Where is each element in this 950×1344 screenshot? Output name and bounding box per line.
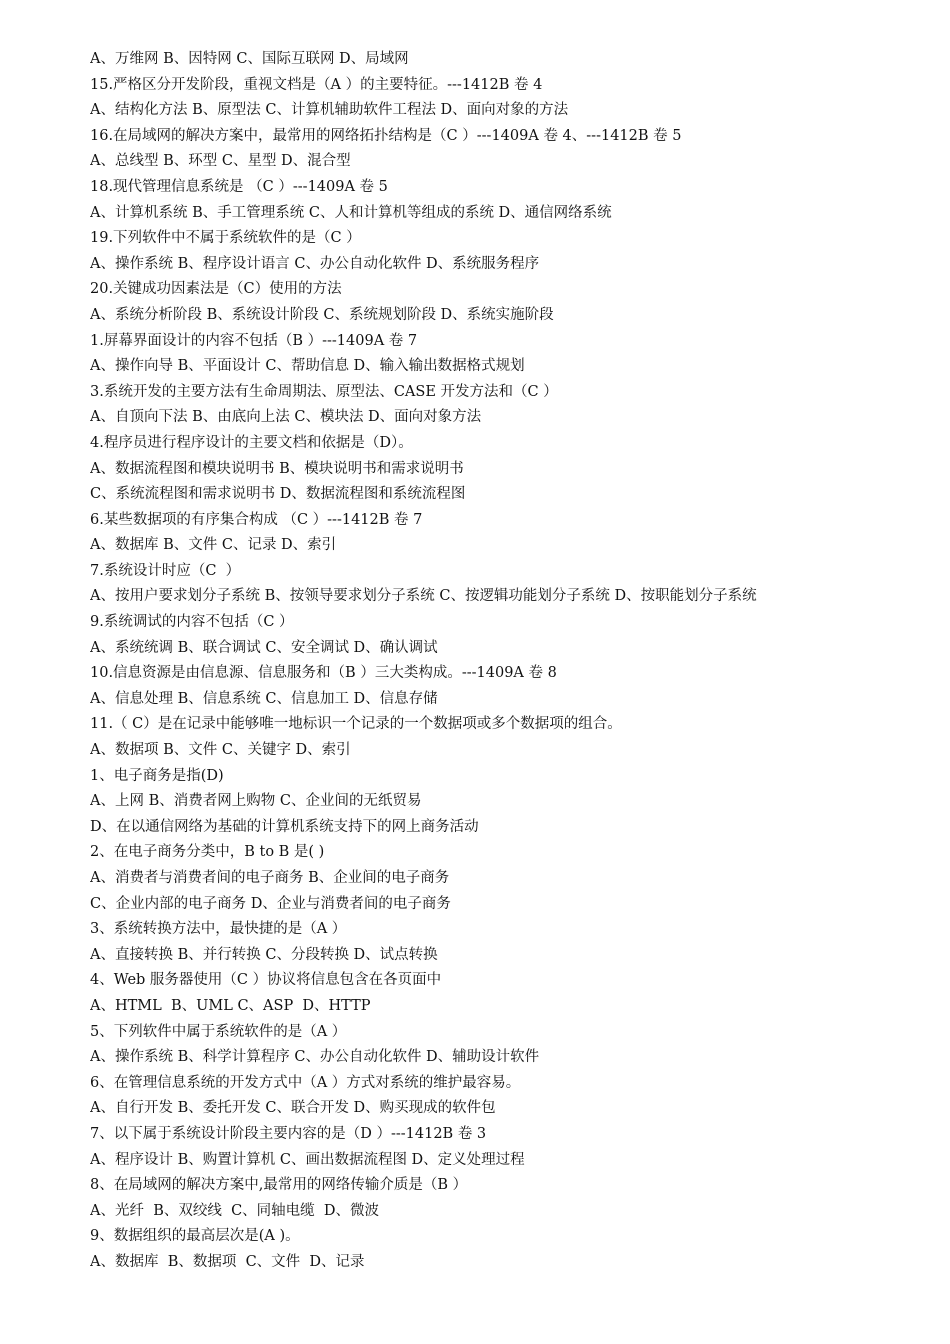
options-line: A、自顶向下法 B、由底向上法 C、模块法 D、面向对象方法 [90,409,482,426]
options-line: A、数据库 B、数据项 C、文件 D、记录 [90,1253,365,1270]
question-line: 8、在局域网的解决方案中,最常用的网络传输介质是（B ） [90,1177,468,1194]
question-line: 9.系统调试的内容不包括（C ） [90,614,294,631]
options-line: C、系统流程图和需求说明书 D、数据流程图和系统流程图 [90,486,466,503]
question-line: 15.严格区分开发阶段，重视文档是（A ）的主要特征。---1412B 卷 4 [90,76,543,93]
question-line: 19.下列软件中不属于系统软件的是（C ） [90,230,361,247]
question-line: 7.系统设计时应（C ） [90,562,241,579]
options-line: A、数据流程图和模块说明书 B、模块说明书和需求说明书 [90,460,464,477]
options-line: A、操作系统 B、科学计算程序 C、办公自动化软件 D、辅助设计软件 [90,1049,540,1066]
options-line: C、企业内部的电子商务 D、企业与消费者间的电子商务 [90,895,451,912]
text-line: A、万维网 B、因特网 C、国际互联网 D、局域网 [90,51,409,67]
options-line: A、HTML B、UML C、ASP D、HTTP [90,997,371,1014]
question-line: 7、以下属于系统设计阶段主要内容的是（D ）---1412B 卷 3 [90,1125,487,1142]
options-line: A、数据项 B、文件 C、关键字 D、索引 [90,742,351,759]
question-line: 4.程序员进行程序设计的主要文档和依据是（D）。 [90,434,413,451]
options-line: A、操作向导 B、平面设计 C、帮助信息 D、输入输出数据格式规划 [90,358,525,375]
options-line: D、在以通信网络为基础的计算机系统支持下的网上商务活动 [90,818,479,835]
options-line: A、操作系统 B、程序设计语言 C、办公自动化软件 D、系统服务程序 [90,255,540,272]
question-line: 2、在电子商务分类中，B to B 是( ) [90,844,325,861]
question-line: 1、电子商务是指(D) [90,767,224,784]
options-line: A、直接转换 B、并行转换 C、分段转换 D、试点转换 [90,946,438,963]
options-line: A、数据库 B、文件 C、记录 D、索引 [90,537,337,554]
options-line: A、结构化方法 B、原型法 C、计算机辅助软件工程法 D、面向对象的方法 [90,102,569,119]
question-line: 3、系统转换方法中，最快捷的是（A ） [90,921,347,938]
options-line: A、程序设计 B、购置计算机 C、画出数据流程图 D、定义处理过程 [90,1151,525,1168]
question-line: 18.现代管理信息系统是 （C ）---1409A 卷 5 [90,178,388,195]
options-line: A、总线型 B、环型 C、星型 D、混合型 [90,153,351,170]
question-line: 20.关键成功因素法是（C）使用的方法 [90,281,342,298]
question-line: 10.信息资源是由信息源、信息服务和（B ）三大类构成。---1409A 卷 8 [90,665,557,682]
question-line: 5、下列软件中属于系统软件的是（A ） [90,1023,347,1040]
question-line: 6、在管理信息系统的开发方式中（A ）方式对系统的维护最容易。 [90,1074,521,1091]
question-line: 16.在局域网的解决方案中，最常用的网络拓扑结构是（C ）---1409A 卷 4、---1412B 卷 5 [90,127,682,144]
question-line: 1.屏幕界面设计的内容不包括（B ）---1409A 卷 7 [90,332,418,349]
options-line: A、自行开发 B、委托开发 C、联合开发 D、购买现成的软件包 [90,1100,496,1117]
question-line: 11.（ C）是在记录中能够唯一地标识一个记录的一个数据项或多个数据项的组合。 [90,716,622,733]
document-page [90,47,930,1276]
options-line: A、按用户要求划分子系统 B、按领导要求划分子系统 C、按逻辑功能划分子系统 D、按职能划分子系统 [90,588,757,605]
question-line: 9、数据组织的最高层次是(A )。 [90,1228,300,1245]
question-line: 4、Web 服务器使用（C ）协议将信息包含在各页面中 [90,972,442,989]
options-line: A、系统统调 B、联合调试 C、安全调试 D、确认调试 [90,639,438,656]
options-line: A、计算机系统 B、手工管理系统 C、人和计算机等组成的系统 D、通信网络系统 [90,204,612,221]
options-line: A、系统分析阶段 B、系统设计阶段 C、系统规划阶段 D、系统实施阶段 [90,306,554,323]
options-line: A、光纤 B、双绞线 C、同轴电缆 D、微波 [90,1202,380,1219]
options-line: A、信息处理 B、信息系统 C、信息加工 D、信息存储 [90,690,438,707]
options-line: A、消费者与消费者间的电子商务 B、企业间的电子商务 [90,870,450,886]
question-line: 6.某些数据项的有序集合构成 （C ）---1412B 卷 7 [90,511,423,528]
question-line: 3.系统开发的主要方法有生命周期法、原型法、CASE 开发方法和（C ） [90,383,558,400]
options-line: A、上网 B、消费者网上购物 C、企业间的无纸贸易 [90,793,422,810]
